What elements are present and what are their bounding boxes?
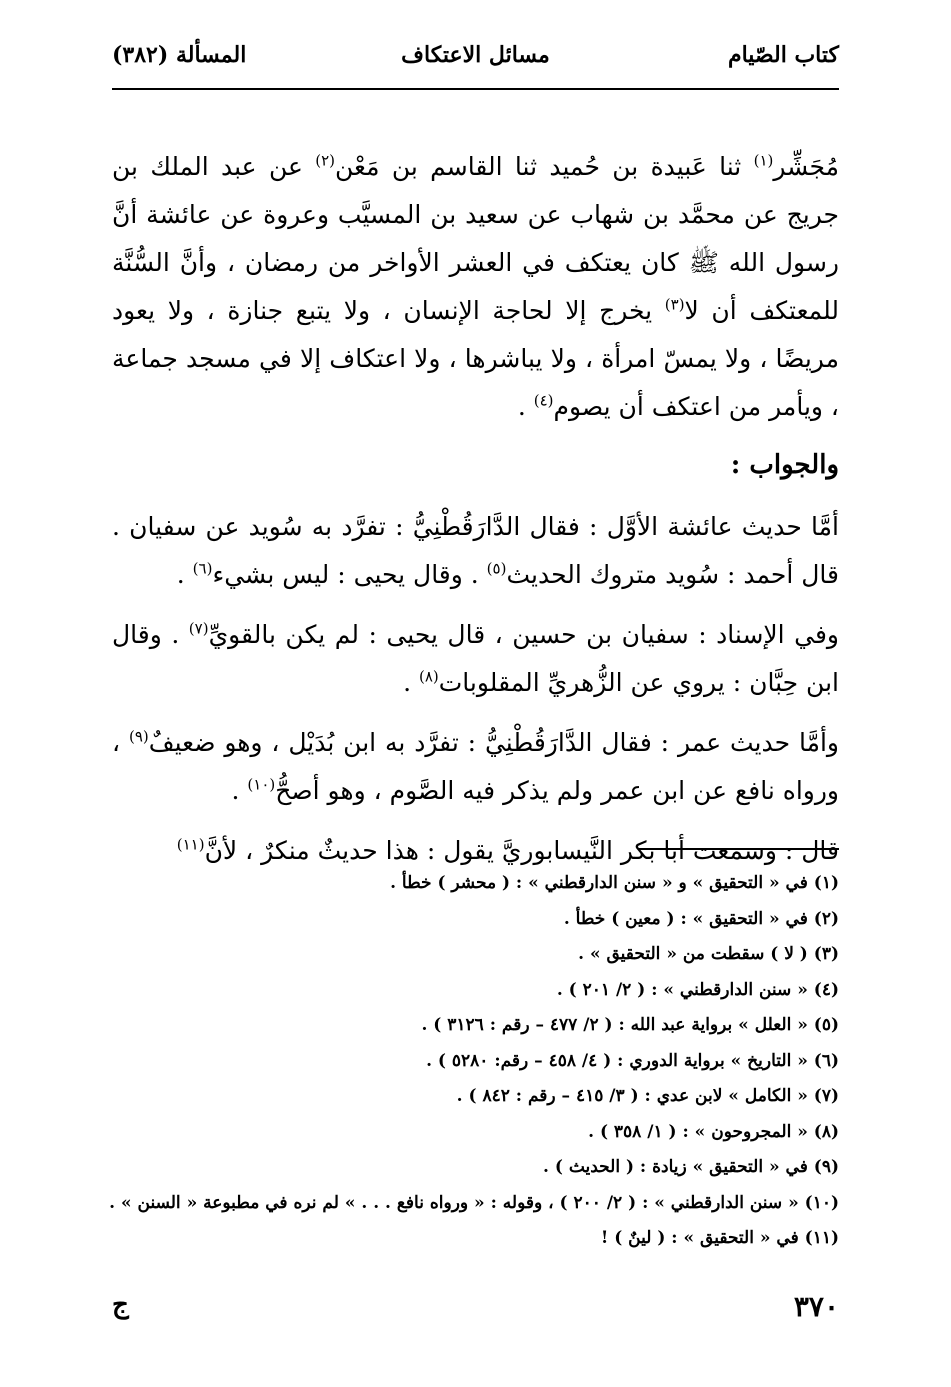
footnote-marker: (٦): [192, 559, 213, 578]
page-footer: [112, 1290, 839, 1330]
paragraph-isnad: [112, 611, 839, 707]
main-text: [112, 143, 839, 875]
text-run: .: [403, 668, 419, 697]
footnote-marker: (٣): [664, 295, 685, 314]
text-run: .: [517, 392, 534, 421]
footnote-item: (١) في « التحقيق » و « سنن الدارقطني » : ( محشر ) خطأ .: [390, 873, 839, 893]
text-run: عن عبد الملك بن جريج عن محمَّد بن شهاب عن سعيد بن المسيَّب وعروة عن عائشة أنَّ رسول الله ﷺ كان يعتكف في العشر الأواخر من رمضان ، وأنَّ السُّنَّة للمعتكف أن لا: [112, 152, 839, 325]
text-run: وأمَّا حديث عمر : فقال الدَّارَقُطْنِيُّ : تفرَّد به ابن بُدَيْل ، وهو ضعيفٌ: [148, 728, 839, 757]
footnote-item: (١١) في « التحقيق » : ( لينٌ ) !: [600, 1228, 839, 1248]
signature-mark: ج: [112, 1290, 129, 1320]
text-run: ، ورواه نافع عن ابن عمر ولم يذكر فيه الصَّوم ، وهو أصحُّ: [112, 728, 839, 805]
section-heading-answer: والجواب :: [730, 450, 839, 480]
text-run: أمَّا حديث عائشة الأوَّل : فقال الدَّارَقُطْنِيُّ : تفرَّد به سُويد عن سفيان . قال أحمد : سُويد متروك الحديث: [112, 512, 839, 589]
footnote-marker: (١٠): [247, 775, 276, 794]
footnote-marker: (٧): [188, 619, 209, 638]
text-run: .: [176, 560, 193, 589]
text-run: قال : وسمعت أبا بكر النَّيسابوريَّ يقول : هذا حديثٌ منكرٌ ، لأنَّ: [204, 836, 839, 865]
footnote-item: (٨) « المجروحون » : ( ١/ ٣٥٨ ) .: [588, 1121, 839, 1142]
text-run: . وقال يحيى : ليس بشيء: [212, 560, 487, 589]
footnote-item: (٧) « الكامل » لابن عدي : ( ٣/ ٤١٥ – رقم : ٨٤٢ ) .: [456, 1086, 839, 1106]
footnote-marker: (٢): [315, 151, 336, 170]
text-run: . وقال ابن حِبَّان : يروي عن الزُّهريِّ المقلوبات: [112, 620, 839, 697]
footnote-item: (٣) ( لا ) سقطت من « التحقيق » .: [578, 944, 839, 964]
paragraph-hadith-text: [112, 143, 839, 431]
paragraph-umar-hadith: [112, 719, 839, 815]
text-run: مُجَشِّر: [773, 152, 840, 181]
footnote-item: (٢) في « التحقيق » : ( معين ) خطأ .: [563, 908, 839, 929]
text-run: وفي الإسناد : سفيان بن حسين ، قال يحيى : لم يكن بالقويِّ: [208, 620, 839, 649]
header-issue-number: المسألة (٣٨٢): [112, 42, 247, 68]
text-run: .: [231, 776, 248, 805]
footnotes-list: [109, 866, 839, 1257]
paragraph-aisha-hadith: [112, 503, 839, 599]
footnote-marker: (٤): [533, 391, 554, 410]
running-header: [112, 42, 839, 82]
header-chapter-title: مسائل الاعتكاف: [401, 42, 550, 68]
footnote-marker: (١١): [176, 835, 205, 854]
header-book-title: كتاب الصّيام: [727, 42, 839, 68]
footnote-marker: (٥): [486, 559, 507, 578]
footnote-item: (٩) في « التحقيق » زيادة : ( الحديث ) .: [543, 1157, 839, 1177]
footnote-item: (٦) « التاريخ » برواية الدوري : ( ٤/ ٤٥٨ – رقم: ٥٢٨٠ ) .: [426, 1050, 839, 1071]
text-run: يخرج إلا لحاجة الإنسان ، ولا يتبع جنازة ، ولا يعود مريضًا ، ولا يمسّ امرأة ، ولا يباشرها ، ولا اعتكاف إلا في مسجد جماعة ، ويأمر من اعتكف أن يصوم: [112, 296, 839, 421]
footnote-marker: (١): [753, 151, 774, 170]
footnote-marker: (٨): [418, 667, 439, 686]
footnote-marker: (٩): [128, 727, 149, 746]
footnote-item: (٤) « سنن الدارقطني » : ( ٢/ ٢٠١ ) .: [556, 979, 839, 1000]
page-number: ٣٧٠: [793, 1290, 839, 1323]
header-divider: [112, 88, 839, 90]
footnote-divider: [639, 848, 839, 850]
text-run: ثنا عَبيدة بن حُميد ثنا القاسم بن مَعْن: [335, 152, 754, 181]
footnote-item: (٥) « العلل » برواية عبد الله : ( ٢/ ٤٧٧ – رقم : ٣١٢٦ ) .: [421, 1015, 839, 1035]
footnote-item: (١٠) « سنن الدارقطني » : ( ٢/ ٢٠٠ ) ، وقوله : « ورواه نافع . . . » لم نره في مطبوعة « السنن » .: [109, 1192, 839, 1213]
